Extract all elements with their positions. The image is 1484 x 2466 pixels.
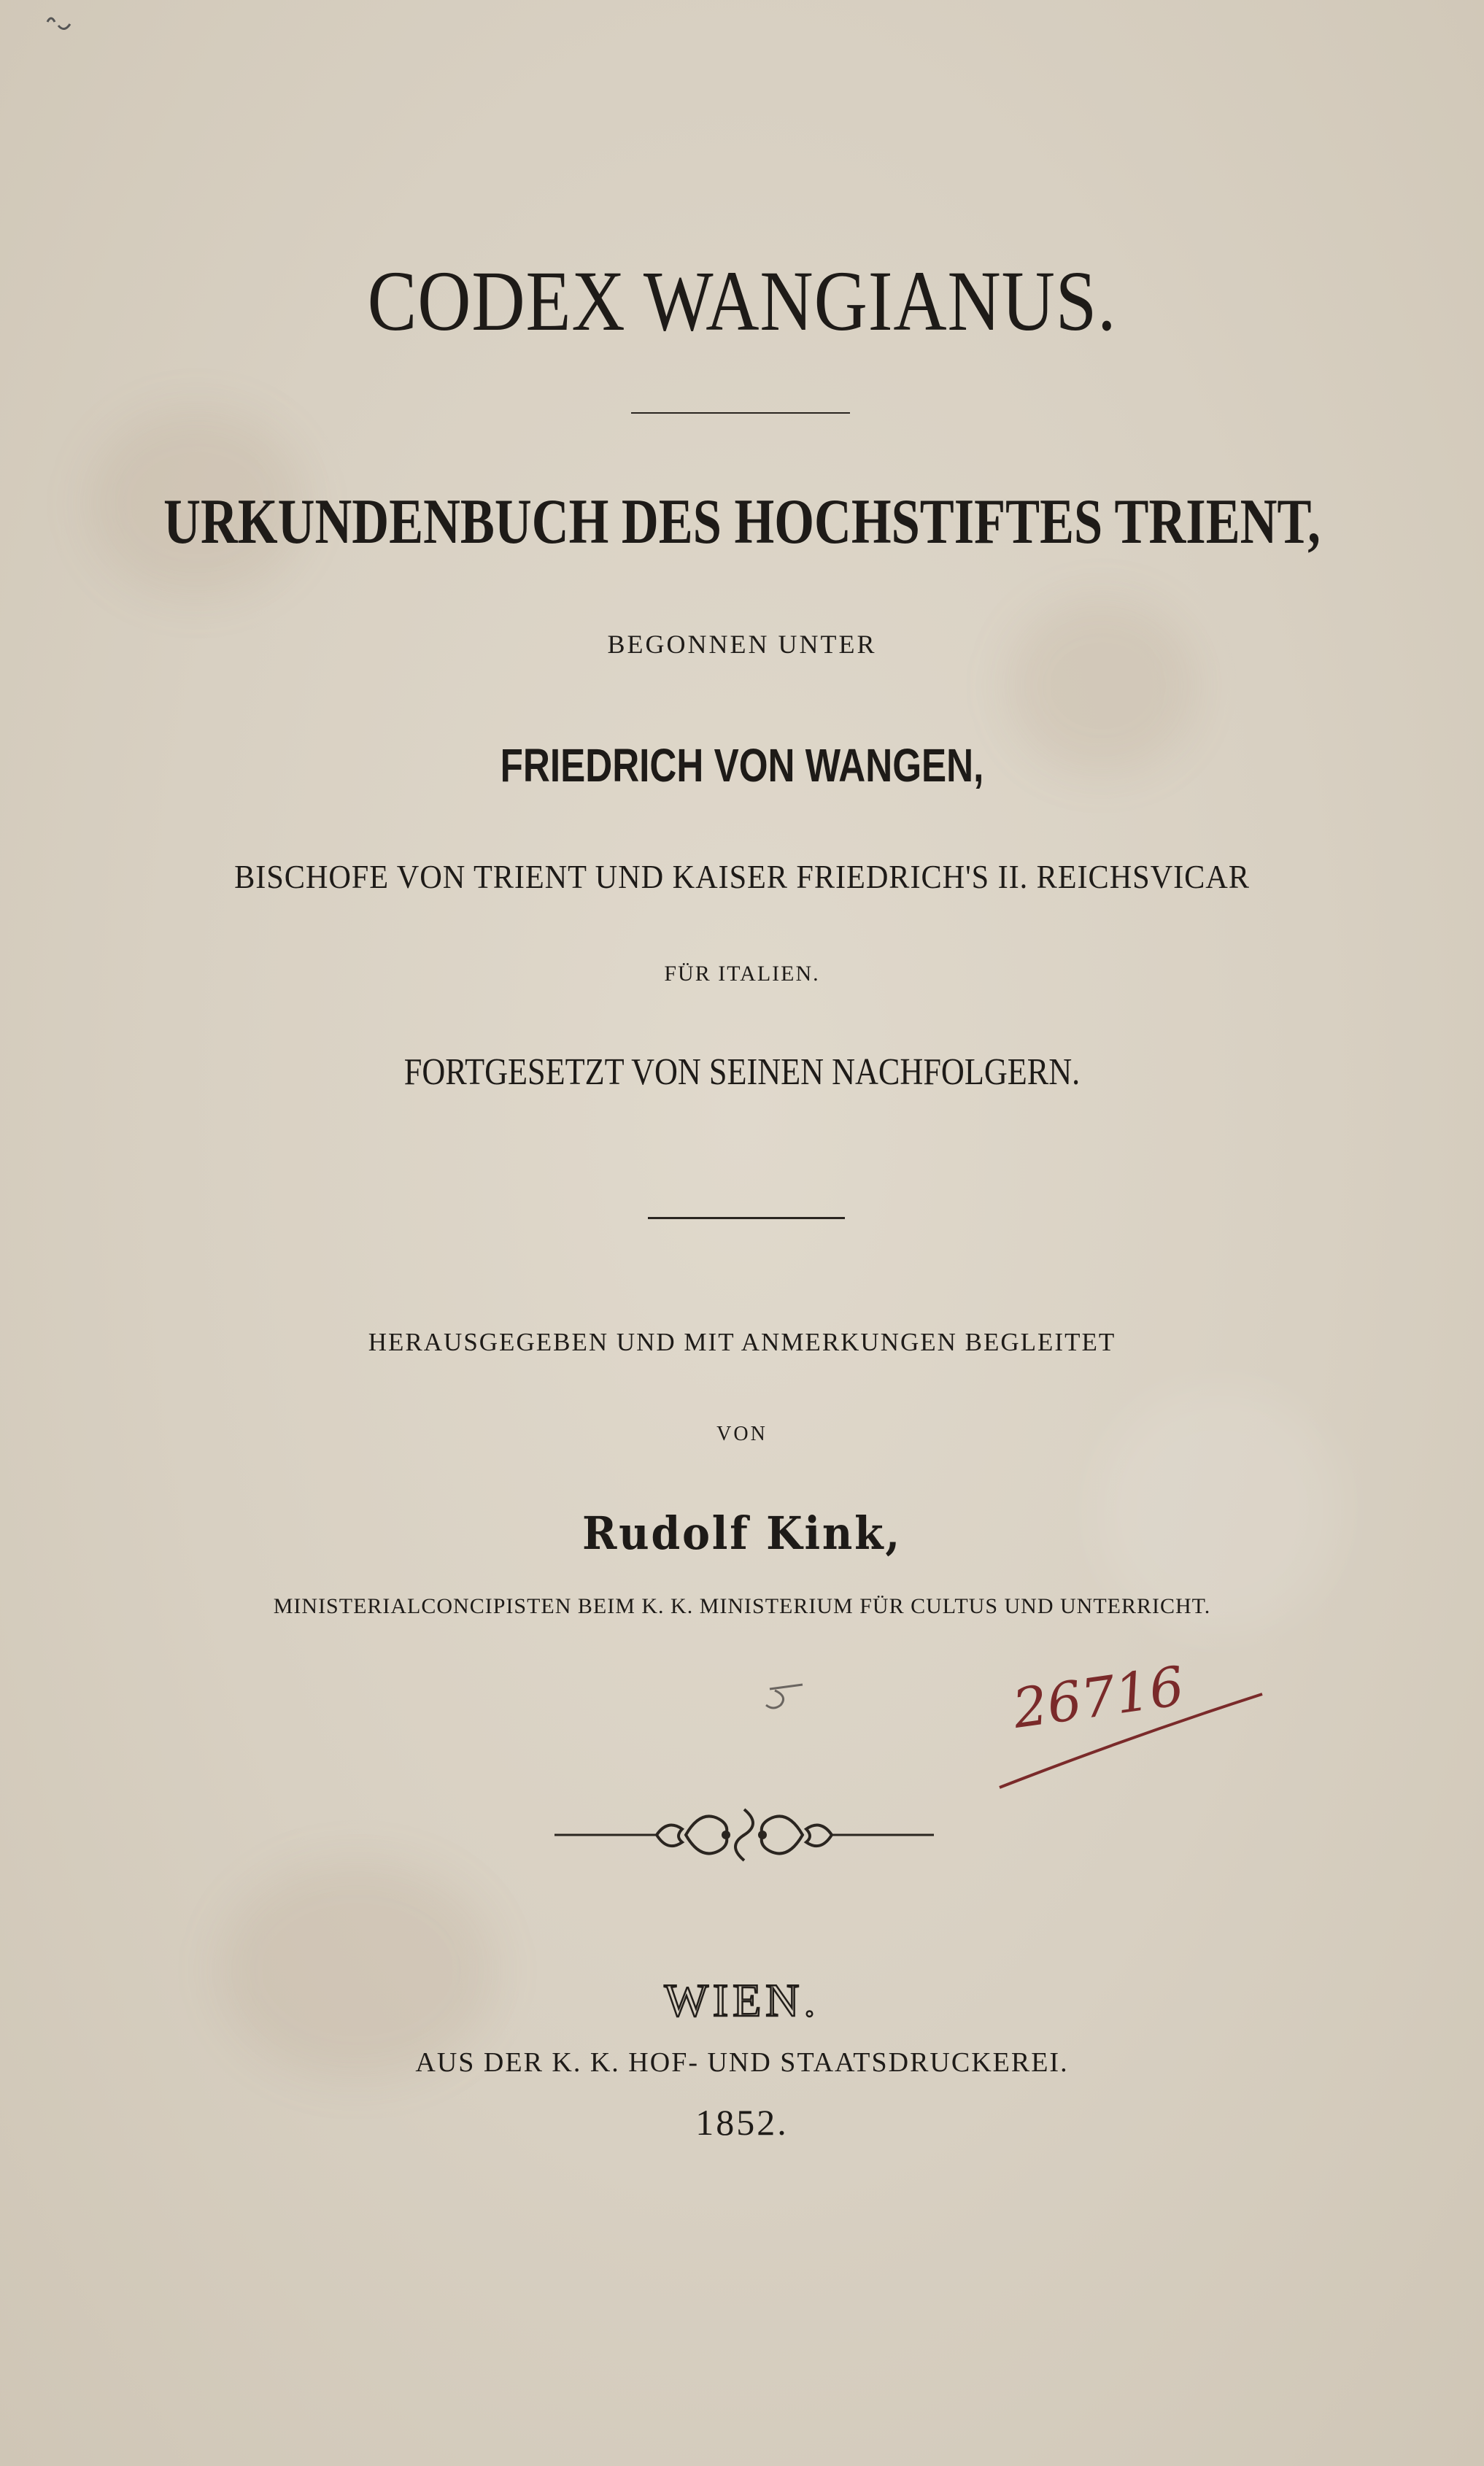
handwritten-shelfmark: 26716 bbox=[1009, 1655, 1189, 1741]
divider-rule bbox=[631, 412, 850, 414]
region-line: FÜR ITALIEN. bbox=[664, 962, 820, 986]
begonnen-line: BEGONNEN UNTER bbox=[607, 630, 877, 659]
imprint-printer: AUS DER K. K. HOF- UND STAATSDRUCKEREI. bbox=[415, 2047, 1069, 2078]
office-line: BISCHOFE VON TRIENT UND KAISER FRIEDRICH'S II. REICHSVICAR bbox=[234, 858, 1250, 895]
corner-pencil-mark bbox=[44, 7, 102, 51]
editor-role: MINISTERIALCONCIPISTEN BEIM K. K. MINISTERIUM FÜR CULTUS UND UNTERRICHT. bbox=[273, 1594, 1211, 1618]
shelfmark-underline bbox=[985, 1678, 1269, 1795]
divider-rule bbox=[648, 1217, 845, 1219]
person-name: FRIEDRICH VON WANGEN, bbox=[500, 739, 984, 792]
book-title: CODEX WANGIANUS. bbox=[367, 253, 1117, 349]
by-line: VON bbox=[716, 1423, 768, 1445]
pencil-mark bbox=[759, 1674, 824, 1725]
editor-name: Rudolf Kink, bbox=[581, 1507, 903, 1560]
imprint-city: WIEN. bbox=[664, 1974, 820, 2026]
book-subtitle: URKUNDENBUCH DES HOCHSTIFTES TRIENT, bbox=[163, 487, 1321, 557]
edited-line: HERAUSGEGEBEN UND MIT ANMERKUNGEN BEGLEITET bbox=[368, 1328, 1116, 1356]
printer-ornament bbox=[554, 1795, 934, 1875]
imprint-year: 1852. bbox=[695, 2102, 789, 2143]
continuation-line: FORTGESETZT VON SEINEN NACHFOLGERN. bbox=[403, 1051, 1081, 1093]
